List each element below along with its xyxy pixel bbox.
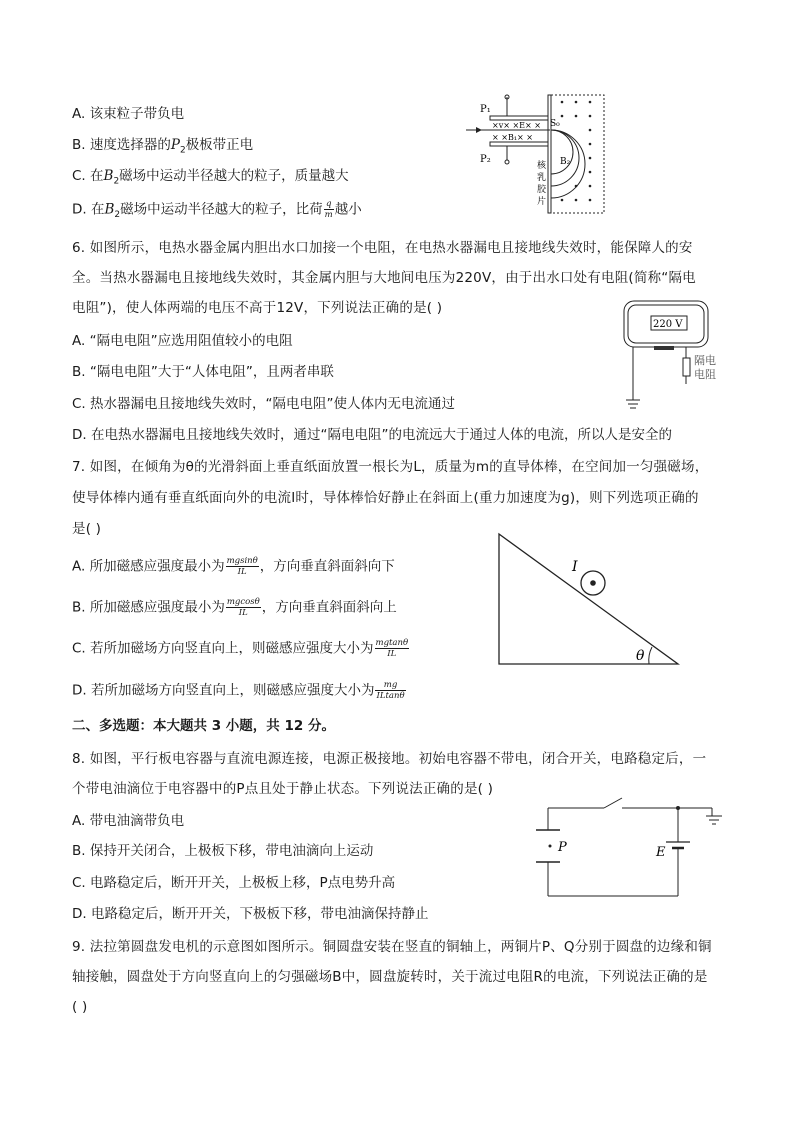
b2-label: B₂ — [560, 157, 571, 167]
q5-option-c: C. 在$B_2$磁场中运动半径越大的粒子，质量越大 — [72, 168, 349, 187]
q6-stem-2: 全。当热水器漏电且接地线失效时，其金属内胆与大地间电压为220V，由于出水口处有电阻(简称“隔电 — [72, 270, 696, 286]
film-label-3: 胶 — [537, 185, 547, 195]
field-b1-row: × ×B₁× × — [492, 133, 533, 142]
isolation-resistor-label-1: 隔电 — [694, 354, 716, 367]
q6-option-b: B. “隔电电阻”大于“人体电阻”，且两者串联 — [72, 364, 334, 380]
q6-option-d: D. 在电热水器漏电且接地线失效时，通过“隔电电阻”的电流远大于通过人体的电流，所以人是安全的 — [72, 427, 672, 443]
current-label: I — [572, 559, 578, 575]
q5-option-d: D. 在$B_2$磁场中运动半径越大的粒子，比荷 $\frac{q}{m}$ 越小 — [72, 199, 362, 221]
p1-label: P₁ — [480, 104, 491, 115]
q5-option-a: A. 该束粒子带负电 — [72, 106, 185, 122]
q8-stem-1: 8. 如图，平行板电容器与直流电源连接，电源正极接地。初始电容器不带电，闭合开关，电路稳定后，一 — [72, 751, 707, 767]
q8-option-c: C. 电路稳定后，断开开关，上极板上移，P点电势升高 — [72, 875, 396, 891]
q6-stem-1: 6. 如图所示，电热水器金属内胆出水口加接一个电阻，在电热水器漏电且接地线失效时，能保障人的安 — [72, 240, 693, 256]
q8-stem-2: 个带电油滴位于电容器中的P点且处于静止状态。下列说法正确的是( ) — [72, 781, 494, 797]
q7-option-b: B. 所加磁感应强度最小为 $\frac{mgcos\theta}{IL}$ ，方向垂直斜面斜向上 — [72, 597, 397, 618]
film-label-2: 乳 — [537, 173, 547, 183]
incline-figure — [494, 530, 684, 670]
q9-stem-1: 9. 法拉第圆盘发电机的示意图如图所示。铜圆盘安装在竖直的铜轴上，两铜片P、Q分别于圆盘的边缘和铜 — [72, 939, 712, 955]
capacitor-circuit-figure — [526, 796, 736, 902]
film-label-1: 核 — [537, 161, 547, 171]
q9-stem-2: 轴接触，圆盘处于方向竖直向上的匀强磁场B中，圆盘旋转时，关于流过电阻R的电流，下列说法正确的是 — [72, 969, 708, 985]
q7-option-a: A. 所加磁感应强度最小为 $\frac{mgsin\theta}{IL}$ ，方向垂直斜面斜向下 — [72, 556, 395, 577]
q8-option-a: A. 带电油滴带负电 — [72, 813, 185, 829]
q7-stem-3: 是( ) — [72, 521, 102, 537]
q6-stem-3: 电阻”)，使人体两端的电压不高于12V，下列说法正确的是( ) — [72, 300, 443, 316]
film-label-4: 片 — [537, 197, 547, 207]
field-e-row: ×v× ×E× × — [492, 121, 541, 130]
q5-option-b: B. 速度选择器的$P_2$极板带正电 — [72, 137, 254, 156]
q7-stem-2: 使导体棒内通有垂直纸面向外的电流I时，导体棒恰好静止在斜面上(重力加速度为g)，则下列选项正确的 — [72, 490, 699, 506]
q8-option-d: D. 电路稳定后，断开开关，下极板下移，带电油滴保持静止 — [72, 906, 429, 922]
section-title-multiple-choice: 二、多选题：本大题共 3 小题，共 12 分。 — [72, 718, 335, 734]
p2-label: P₂ — [480, 154, 491, 165]
mass-spectrometer-figure — [462, 92, 612, 216]
point-p — [549, 845, 552, 848]
charge-mass-fraction: $\frac{q}{m}$ — [324, 199, 333, 220]
q7-option-d: D. 若所加磁场方向竖直向上，则磁感应强度大小为 $\frac{mg}{ILtan\theta}$ — [72, 680, 405, 701]
water-heater-figure — [618, 298, 728, 416]
q7-option-c: C. 若所加磁场方向竖直向上，则磁感应强度大小为 $\frac{mgtan\theta}{IL}$ — [72, 638, 409, 659]
q8-option-b: B. 保持开关闭合，上极板下移，带电油滴向上运动 — [72, 843, 374, 859]
angle-label: θ — [636, 648, 645, 664]
q9-stem-3: ( ) — [72, 999, 88, 1015]
voltage-display: 220 V — [653, 319, 683, 330]
source-e-label: E — [656, 845, 666, 860]
isolation-resistor-label-2: 电阻 — [694, 368, 716, 381]
point-p-label: P — [558, 840, 567, 855]
q6-option-a: A. “隔电电阻”应选用阻值较小的电阻 — [72, 333, 293, 349]
q7-stem-1: 7. 如图，在倾角为θ的光滑斜面上垂直纸面放置一根长为L，质量为m的直导体棒，在空间加一匀强磁场， — [72, 459, 709, 475]
s0-label: S₀ — [550, 119, 560, 129]
q6-option-c: C. 热水器漏电且接地线失效时，“隔电电阻”使人体内无电流通过 — [72, 396, 455, 412]
